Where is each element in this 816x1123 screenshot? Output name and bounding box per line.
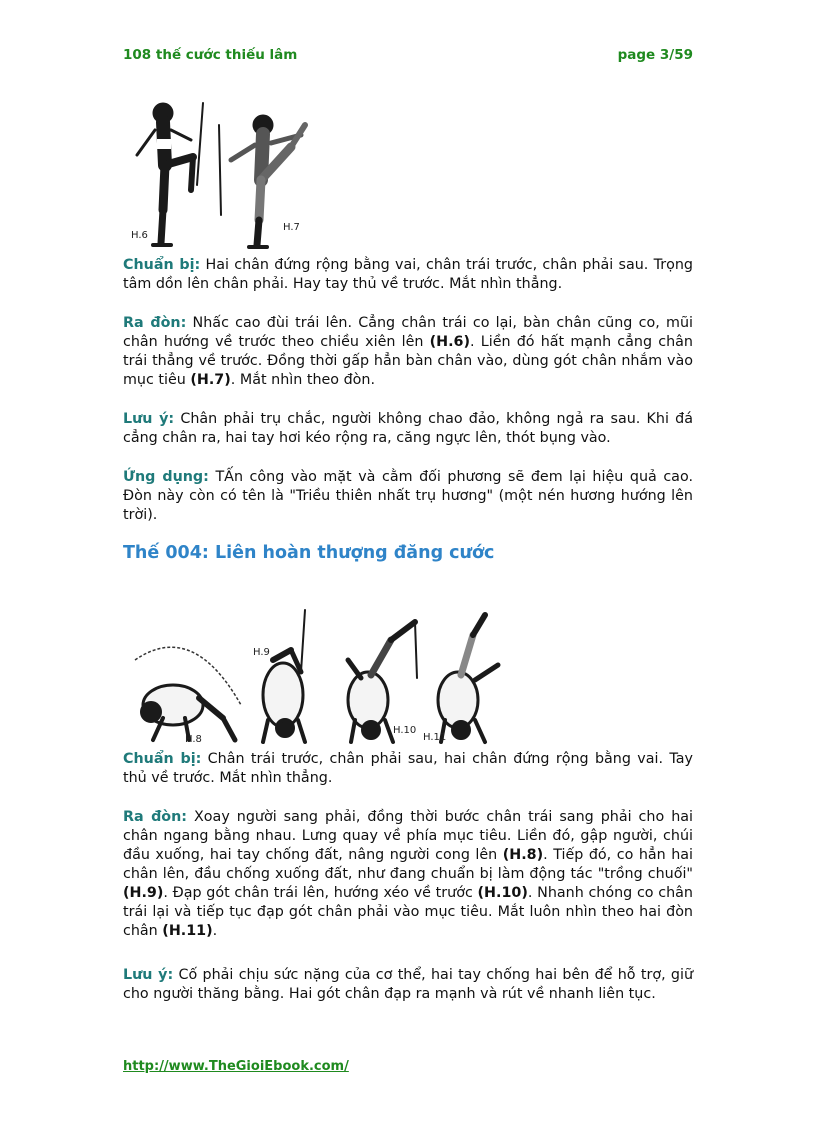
page-header bbox=[123, 47, 693, 67]
text-chuan-bi: Chân trái trước, chân phải sau, hai chân đứng rộng bằng vai. Tay thủ về trước. Mắt nhìn thẳng. bbox=[123, 751, 693, 786]
figure-ref-h6: (H.6) bbox=[429, 334, 471, 350]
kick-illustration-bottom bbox=[123, 600, 513, 750]
paragraph-ra-don-1 bbox=[123, 314, 693, 390]
paragraph-luu-y-1 bbox=[123, 410, 693, 448]
document-title: 108 thế cước thiếu lâm bbox=[123, 47, 298, 63]
paragraph-ra-don-2 bbox=[123, 808, 693, 941]
page-number: page 3/59 bbox=[617, 47, 693, 63]
label-ra-don: Ra đòn: bbox=[123, 315, 187, 331]
figure-label-h11: H.11 bbox=[423, 732, 447, 743]
figure-ref-h7: (H.7) bbox=[190, 372, 231, 388]
text-ra-don-part: . Nhanh chóng co chân trái lại và tiếp tục đạp gót chân phải vào mục tiêu. Mắt luôn nhìn theo hai đòn chân bbox=[123, 885, 693, 939]
figure-h8-h11 bbox=[123, 600, 513, 750]
label-chuan-bi: Chuẩn bị: bbox=[123, 257, 201, 273]
text-ra-don-part: . bbox=[212, 923, 218, 939]
figure-h6-h7 bbox=[123, 95, 323, 255]
paragraph-chuan-bi-1 bbox=[123, 256, 693, 294]
text-luu-y: Chân phải trụ chắc, người không chao đảo, không ngả ra sau. Khi đá cẳng chân ra, hai tay hơi kéo rộng ra, căng ngực lên, thót bụng vào. bbox=[123, 411, 694, 446]
footer-link[interactable]: http://www.TheGioiEbook.com/ bbox=[123, 1059, 349, 1074]
text-ra-don-part: . Đạp gót chân trái lên, hướng xéo về trước bbox=[163, 885, 478, 901]
label-ra-don: Ra đòn: bbox=[123, 809, 188, 825]
figure-ref-h8: (H.8) bbox=[502, 847, 544, 863]
kick-illustration-top bbox=[123, 95, 323, 255]
figure-ref-h10: (H.10) bbox=[477, 885, 528, 901]
section-heading: Thế 004: Liên hoàn thượng đăng cước bbox=[123, 543, 495, 563]
text-chuan-bi: Hai chân đứng rộng bằng vai, chân trái trước, chân phải sau. Trọng tâm dồn lên chân phải. Hay tay thủ về trước. Mắt nhìn thẳng. bbox=[123, 257, 693, 292]
text-ra-don-part: . Liền đó hất mạnh cẳng chân trái thẳng về trước. Đồng thời gấp hẳn bàn chân vào, dùng gót chân nhắm vào mục tiêu bbox=[123, 334, 693, 388]
label-chuan-bi: Chuẩn bị: bbox=[123, 751, 202, 767]
figure-ref-h9: (H.9) bbox=[123, 885, 164, 901]
label-luu-y: Lưu ý: bbox=[123, 411, 175, 427]
label-luu-y: Lưu ý: bbox=[123, 967, 174, 983]
text-ra-don-part: . Tiếp đó, co hẳn hai chân lên, đầu chống xuống đất, như đang chuẩn bị làm động tác "trồng chuối" bbox=[123, 847, 693, 882]
label-ung-dung: Ứng dụng: bbox=[123, 469, 209, 485]
figure-ref-h11: (H.11) bbox=[162, 923, 213, 939]
figure-label-h7: H.7 bbox=[283, 222, 300, 233]
paragraph-luu-y-2 bbox=[123, 966, 693, 1004]
text-ra-don-part: Nhấc cao đùi trái lên. Cẳng chân trái co lại, bàn chân cũng co, mũi chân hướng về trước theo chiều xiên lên bbox=[123, 315, 693, 350]
figure-label-h10: H.10 bbox=[393, 725, 417, 736]
text-ra-don-part: . Mắt nhìn theo đòn. bbox=[230, 372, 376, 388]
text-ung-dung: TẤn công vào mặt và cằm đối phương sẽ đem lại hiệu quả cao. Đòn này còn có tên là "Triều thiên nhất trụ hương" (một nén hương hướng lên trời). bbox=[123, 469, 693, 523]
text-luu-y: Cố phải chịu sức nặng của cơ thể, hai tay chống hai bên để hỗ trợ, giữ cho người thăng bằng. Hai gót chân đạp ra mạnh và rút về nhanh liên tục. bbox=[123, 967, 694, 1002]
paragraph-ung-dung bbox=[123, 468, 693, 525]
paragraph-chuan-bi-2 bbox=[123, 750, 693, 788]
figure-label-h6: H.6 bbox=[131, 230, 148, 241]
text-ra-don-part: Xoay người sang phải, đồng thời bước chân trái sang phải cho hai chân ngang bằng nhau. Lưng quay về phía mục tiêu. Liền đó, gập người, chúi đầu xuống, hai tay chống đất, nâng người cong lên bbox=[123, 809, 693, 863]
figure-label-h9: H.9 bbox=[253, 647, 270, 658]
figure-label-h8: H.8 bbox=[185, 734, 202, 745]
